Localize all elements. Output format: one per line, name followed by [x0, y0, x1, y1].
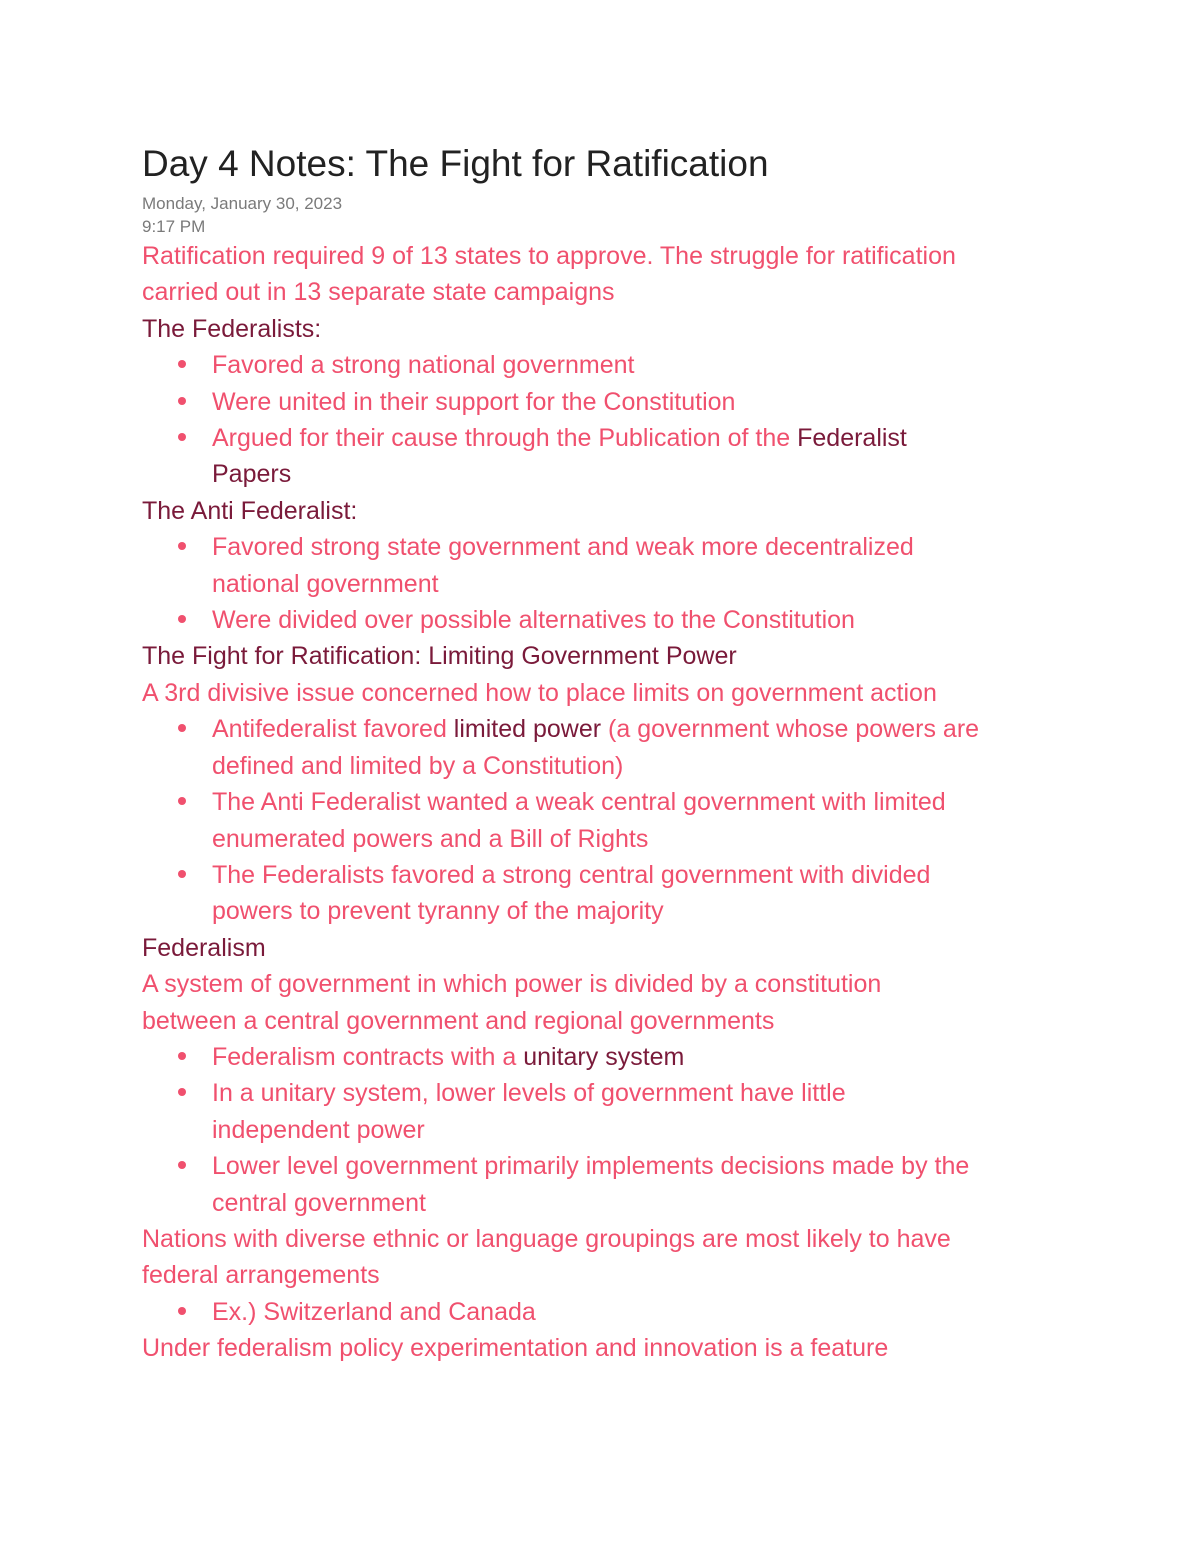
- bullet-icon: [178, 797, 186, 805]
- list-item: [142, 1148, 1102, 1221]
- bullet-icon: [178, 433, 186, 441]
- limiting-heading: The Fight for Ratification: Limiting Government Power: [142, 642, 737, 671]
- limiting-list: [142, 711, 1102, 929]
- federalism-heading: Federalism: [142, 933, 266, 962]
- federalists-list: [142, 347, 1102, 493]
- list-item-text: Favored a strong national government: [212, 351, 635, 380]
- bullet-icon: [178, 724, 186, 732]
- bullet-icon: [178, 615, 186, 623]
- list-item-text: Were divided over possible alternatives to the Constitution: [212, 606, 855, 635]
- list-item-text: Argued for their cause through the Publication of the: [212, 424, 798, 453]
- bullet-icon: [178, 360, 186, 368]
- list-item-text-cont: defined and limited by a Constitution): [212, 751, 624, 780]
- intro-line-1: Ratification required 9 of 13 states to approve. The struggle for ratification: [142, 242, 956, 270]
- list-item-text: In a unitary system, lower levels of government have little: [212, 1079, 846, 1108]
- list-item-text-cont: powers to prevent tyranny of the majority: [212, 897, 664, 926]
- note-time: 9:17 PM: [142, 217, 206, 236]
- list-item-text: Favored strong state government and weak more decentralized: [212, 533, 914, 562]
- intro-line-2: carried out in 13 separate state campaigns: [142, 278, 615, 307]
- bullet-icon: [178, 1161, 186, 1169]
- federalism-definition-2: between a central government and regional governments: [142, 1006, 775, 1035]
- list-item: [142, 602, 1102, 638]
- federalist-papers-term: Federalist: [797, 424, 907, 453]
- nations-line-2: federal arrangements: [142, 1261, 380, 1290]
- list-item-text-cont: national government: [212, 569, 439, 598]
- bullet-icon: [178, 870, 186, 878]
- anti-federalist-list: [142, 529, 1102, 638]
- list-item: [142, 1075, 1102, 1148]
- bullet-icon: [178, 1088, 186, 1096]
- bullet-icon: [178, 1307, 186, 1315]
- federalists-heading: The Federalists:: [142, 314, 322, 343]
- list-item: [142, 529, 1102, 602]
- nations-line-1: Nations with diverse ethnic or language groupings are most likely to have: [142, 1224, 951, 1253]
- list-item: [142, 420, 1102, 493]
- federalism-list: [142, 1039, 1102, 1221]
- note-page: [142, 140, 1102, 1367]
- anti-federalist-heading: The Anti Federalist:: [142, 496, 358, 525]
- list-item-text: The Anti Federalist wanted a weak central government with limited: [212, 788, 946, 817]
- list-item: [142, 711, 1102, 784]
- federalist-papers-term-cont: Papers: [212, 460, 292, 489]
- limited-power-term: limited power: [453, 715, 602, 744]
- list-item-text: Federalism contracts with a: [212, 1042, 524, 1071]
- list-item-text: (a government whose powers are: [601, 715, 980, 744]
- list-item: [142, 384, 1102, 420]
- list-item-text: Were united in their support for the Constitution: [212, 387, 736, 416]
- bullet-icon: [178, 397, 186, 405]
- list-item: [142, 857, 1102, 930]
- bullet-icon: [178, 542, 186, 550]
- federalism-definition-1: A system of government in which power is divided by a constitution: [142, 970, 882, 999]
- list-item-text-cont: central government: [212, 1188, 427, 1217]
- list-item: [142, 1039, 1102, 1075]
- list-item-text: Lower level government primarily implements decisions made by the: [212, 1152, 970, 1181]
- limiting-intro: A 3rd divisive issue concerned how to place limits on government action: [142, 678, 937, 707]
- list-item: [142, 1294, 1102, 1330]
- unitary-system-term: unitary system: [523, 1042, 685, 1071]
- list-item-text-cont: enumerated powers and a Bill of Rights: [212, 824, 649, 853]
- list-item: [142, 784, 1102, 857]
- page-title: Day 4 Notes: The Fight for Ratification: [142, 143, 769, 184]
- list-item-text: The Federalists favored a strong central government with divided: [212, 860, 931, 889]
- list-item-text: Ex.) Switzerland and Canada: [212, 1297, 536, 1326]
- list-item-text-cont: independent power: [212, 1115, 425, 1144]
- list-item: [142, 347, 1102, 383]
- bullet-icon: [178, 1052, 186, 1060]
- list-item-text: Antifederalist favored: [212, 715, 454, 744]
- closing-line: Under federalism policy experimentation and innovation is a feature: [142, 1334, 889, 1363]
- example-list: [142, 1294, 1102, 1330]
- note-date: Monday, January 30, 2023: [142, 194, 343, 213]
